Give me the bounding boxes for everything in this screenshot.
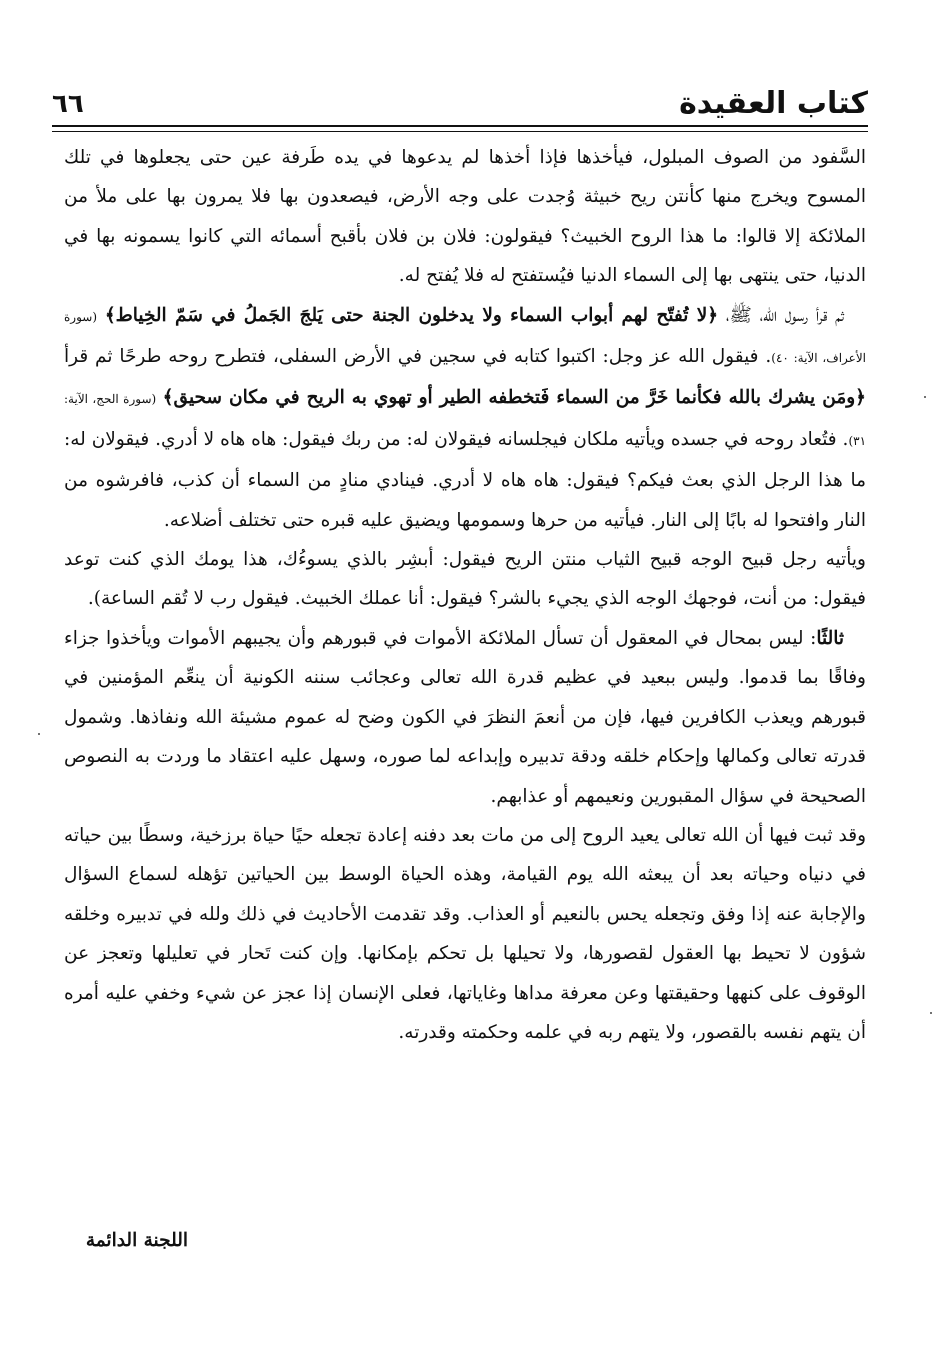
header-rule-thick (52, 125, 868, 127)
paragraph-2-intro: ثم قرأ رسول الله، ﷺ، (718, 304, 844, 326)
header-rule-thin (52, 131, 868, 132)
paragraph-1: السَّفود من الصوف المبلول، فيأخذها فإذا أخذها لم يدعوها في يده طَرفة عين حتى يجعلوها في تلك المسوح ويخرج منها كأنتن ريح خبيثة وُجدت على وجه الأرض، فيصعدون بها فلا يمرون بها على ملأ من الملائكة إلا قالوا: ما هذا الروح الخبيث؟ فيقولون: فلان بن فلان بأقبح أسمائه التي كانوا يسمونه بها في الدنيا، حتى ينتهى بها إلى السماء الدنيا فيُستفتح له فلا يُفتح له. (64, 147, 866, 287)
signature: اللجنة الدائمة (85, 1230, 188, 1251)
page-body (64, 138, 866, 1052)
paragraph-4-text: : ليس بمحال في المعقول أن تسأل الملائكة الأموات في قبورهم وأن يجيبهم الأموات ويأخذوا جزاء وفاقًا بما قدموا. وليس ببعيد في عظيم قدرة الله تعالى وعجائب سننه الكونية أن ينعِّم المؤمنين في قبورهم ويعذب الكافرين فيها، فإن من أنعمَ النظرَ في الكون وضح له عموم مشيئة الله ونفاذها. وشمول قدرته تعالى وكمالها وإحكام خلقه ودقة تدبيره وإبداعه لما صوره، وسهل عليه اعتقاد ما وردت به النصوص الصحيحة في سؤال المقبورين ونعيمهم أو عذابهم. (64, 627, 866, 807)
paragraph-2-middle: . فيقول الله عز وجل: اكتبوا كتابه في سجين في الأرض السفلى، فتطرح روحه طرحًا ثم قرأ (64, 346, 772, 368)
paragraph-2-end: . فتُعاد روحه في جسده ويأتيه ملكان فيجلسانه فيقولان له: من ربك فيقول: هاه هاه لا أدري. فيقولان له: ما هذا الرجل الذي بعث فيكم؟ فيقول: هاه هاه لا أدري. فينادي منادٍ من السماء أن كذب، فافرشوه من النار وافتحوا له بابًا إلى النار. فيأتيه من حرها وسمومها ويضيق عليه قبره حتى تختلف أضلاعه. (64, 428, 866, 531)
quran-verse-1: ﴿لا تُفتّح لهم أبواب السماء ولا يدخلون الجنة حتى يَلجَ الجَملُ في سَمّ الخِياط﴾ (104, 304, 719, 326)
verse-citation-1: (سورة الأعراف، الآية: ٤٠) (64, 309, 866, 366)
book-title: كتاب العقيدة (679, 86, 868, 121)
scan-speck (924, 396, 926, 398)
verse-citation-2: (سورة الحج، الآية: ٣١) (64, 392, 867, 448)
page-header (52, 84, 868, 128)
paragraph-2 (64, 296, 866, 540)
section-label: ثالثًا (816, 627, 844, 649)
paragraph-5: وقد ثبت فيها أن الله تعالى يعيد الروح إلى من مات بعد دفنه إعادة تجعله حيًا حياة برزخية، وسطًا بين حياته في دنياه وحياته بعد أن يبعثه الله يوم القيامة، وهذه الحياة الوسط بين الحياتين تؤهله لسماع السؤال والإجابة عنه إذا وفق وتجعله يحس بالنعيم أو العذاب. وقد تقدمت الأحاديث في ذلك ولله في تدبيره وخلقه شؤون لا تحيط بها العقول لقصورها، ولا تحيلها بل تحكم بإمكانها. وإن كنت تَحار في تعليلها وتعجز عن الوقوف على كنهها وحقيقتها وعن معرفة مداها وغاياتها، فعلى الإنسان إذا عجز عن شيء وخفي عليه أمره أن يتهم نفسه بالقصور، ولا يتهم ربه في علمه وحكمته وقدرته. (64, 824, 866, 1043)
quran-verse-2: ﴿ومَن يشرك بالله فكأنما خَرَّ من السماء فَتخطفه الطير أو تهوي به الريح في مكان سحيق﴾ (162, 387, 866, 409)
scan-speck (38, 733, 40, 735)
page-number: ٦٦ (52, 89, 84, 119)
scan-speck (930, 1012, 932, 1014)
paragraph-3: ويأتيه رجل قبيح الوجه قبيح الثياب منتن الريح فيقول: أبشِر بالذي يسوءُك، هذا يومك الذي كنت توعد فيقول: من أنت، فوجهك الوجه الذي يجيء بالشر؟ فيقول: أنا عملك الخبيث. فيقول رب لا تُقم الساعة). (64, 549, 866, 610)
paragraph-4 (64, 619, 866, 816)
